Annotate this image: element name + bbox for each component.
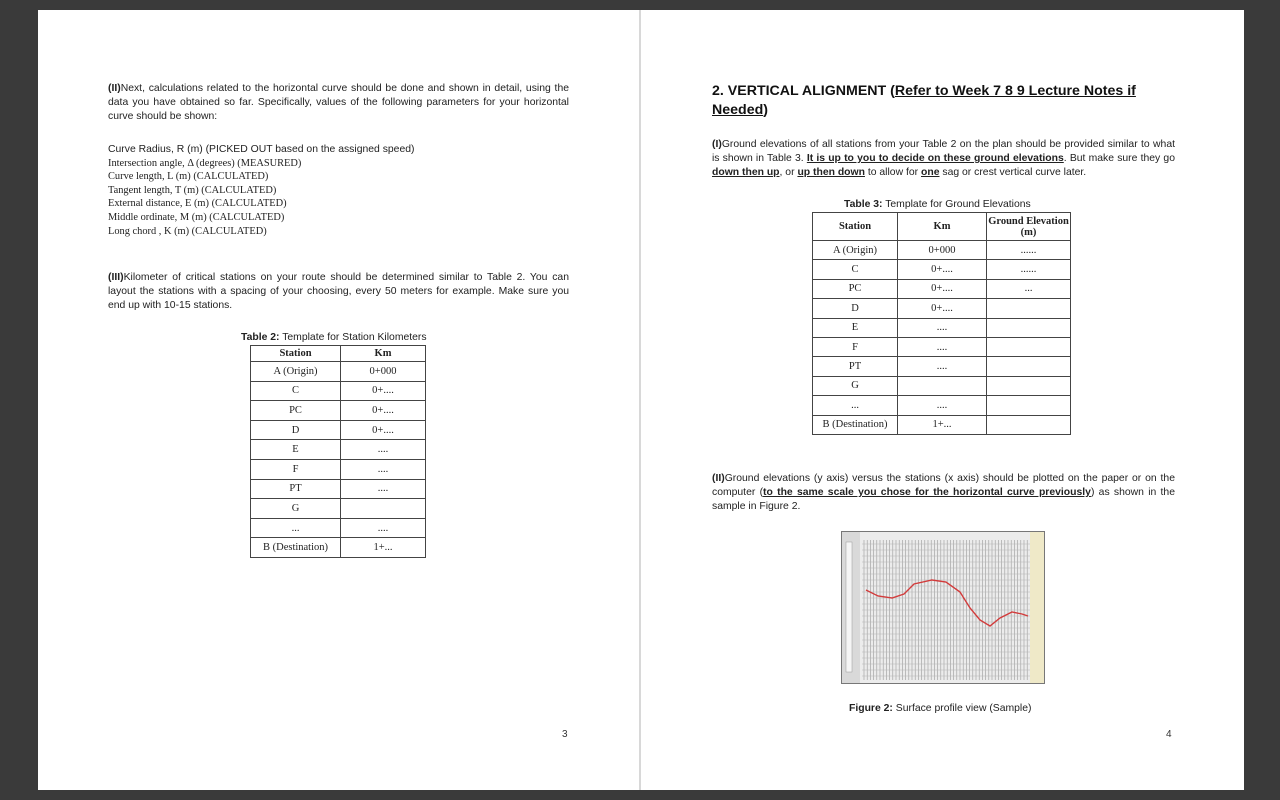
table3-ground-elevations <box>812 212 1071 435</box>
page-number: 4 <box>1166 729 1172 740</box>
station-cell: ... <box>813 396 898 415</box>
table-row <box>251 499 426 519</box>
elevation-cell <box>987 396 1071 415</box>
km-cell: .... <box>898 337 987 356</box>
elevation-cell: ... <box>987 279 1071 298</box>
station-cell: PT <box>251 479 341 499</box>
station-cell: B (Destination) <box>251 538 341 558</box>
section-heading <box>712 82 1176 120</box>
paragraph-text: . But make sure they go <box>1063 153 1175 164</box>
station-cell: B (Destination) <box>813 415 898 434</box>
table-row <box>813 318 1071 337</box>
table-row <box>251 538 426 558</box>
table3-caption <box>844 199 1031 210</box>
station-cell: E <box>813 318 898 337</box>
km-cell: .... <box>898 396 987 415</box>
table-header: Station <box>251 346 341 362</box>
profile-plot <box>842 532 1044 683</box>
table-row <box>251 440 426 460</box>
table2-station-kilometers <box>250 345 426 558</box>
km-cell: 0+000 <box>898 241 987 260</box>
paragraph-text: sag or crest vertical curve later. <box>939 167 1087 178</box>
table-row <box>251 479 426 499</box>
paragraph-text: Ground elevations (y axis) versus the stations (x axis) should be plotted on the paper or on the computer ( <box>712 473 1175 498</box>
caption-label: Table 2: <box>241 332 280 343</box>
km-cell: 0+.... <box>341 401 426 421</box>
emphasis-text: one <box>921 167 940 178</box>
km-cell: .... <box>341 479 426 499</box>
paragraph-prefix: (III) <box>108 272 124 283</box>
paragraph-text: , or <box>779 167 798 178</box>
paragraph-text: Next, calculations related to the horizontal curve should be done and shown in detail, using the data you have obtained so far. Specifically, values of the following parameters for your horizontal curve should be shown: <box>108 83 569 122</box>
paragraph-ii-horizontal <box>108 82 569 124</box>
caption-label: Figure 2: <box>849 703 893 714</box>
station-cell: D <box>251 420 341 440</box>
table-row <box>251 459 426 479</box>
param-curve-length: Curve length, L (m) (CALCULATED) <box>108 171 269 183</box>
km-cell: 0+.... <box>341 420 426 440</box>
station-cell: D <box>813 299 898 318</box>
emphasis-text: up then down <box>797 167 865 178</box>
paragraph-text: Kilometer of critical stations on your route should be determined similar to Table 2. You can layout the stations with a spacing of your choosing, every 50 meters for example. Make sure you end up with 10-15 stations. <box>108 272 569 311</box>
station-cell: C <box>813 260 898 279</box>
station-cell: ... <box>251 518 341 538</box>
page-3 <box>38 10 639 790</box>
elevation-cell <box>987 376 1071 395</box>
figure2-caption <box>849 703 1032 714</box>
table-row <box>813 396 1071 415</box>
station-cell: G <box>251 499 341 519</box>
paragraph-ii-plot <box>712 472 1175 514</box>
km-cell: 0+000 <box>341 362 426 382</box>
emphasis-text: It is up to you to decide on these ground elevations <box>806 153 1064 164</box>
elevation-cell <box>987 337 1071 356</box>
heading-prefix: 2. VERTICAL ALIGNMENT ( <box>712 83 895 99</box>
km-cell: 0+.... <box>898 299 987 318</box>
paragraph-prefix: (II) <box>712 473 725 484</box>
km-cell: 0+.... <box>898 260 987 279</box>
station-cell: E <box>251 440 341 460</box>
caption-text: Template for Ground Elevations <box>882 199 1031 210</box>
param-long-chord: Long chord , K (m) (CALCULATED) <box>108 225 267 237</box>
elevation-cell <box>987 318 1071 337</box>
table-row <box>251 518 426 538</box>
km-cell <box>341 499 426 519</box>
emphasis-text: to the same scale you chose for the horizontal curve previously <box>763 487 1091 498</box>
station-cell: C <box>251 381 341 401</box>
station-cell: A (Origin) <box>251 362 341 382</box>
km-cell: 1+... <box>898 415 987 434</box>
caption-label: Table 3: <box>844 199 883 210</box>
km-cell: .... <box>898 357 987 376</box>
elevation-cell <box>987 415 1071 434</box>
param-external-distance: External distance, E (m) (CALCULATED) <box>108 198 287 210</box>
table-row <box>813 376 1071 395</box>
station-cell: F <box>251 459 341 479</box>
elevation-cell: ...... <box>987 241 1071 260</box>
station-cell: F <box>813 337 898 356</box>
paragraph-text: to allow for <box>864 167 921 178</box>
table-row <box>813 279 1071 298</box>
paragraph-text: ) as shown in the sample in Figure 2. <box>712 487 1175 512</box>
param-intersection-angle: Intersection angle, Δ (degrees) (MEASURED) <box>108 157 302 169</box>
table-row <box>251 362 426 382</box>
station-cell: PC <box>813 279 898 298</box>
km-cell <box>898 376 987 395</box>
surface-profile-figure <box>841 531 1045 684</box>
table-header: Km <box>898 213 987 241</box>
elevation-cell: ...... <box>987 260 1071 279</box>
table-header: Km <box>341 346 426 362</box>
emphasis-text: down then up <box>712 167 780 178</box>
paragraph-iii-stations <box>108 271 569 313</box>
paragraph-prefix: (I) <box>712 139 722 150</box>
km-cell: .... <box>341 440 426 460</box>
km-cell: .... <box>341 518 426 538</box>
table-row <box>251 401 426 421</box>
param-tangent-length: Tangent length, T (m) (CALCULATED) <box>108 184 277 196</box>
parameter-list <box>108 143 414 238</box>
km-cell: 0+.... <box>898 279 987 298</box>
station-cell: PC <box>251 401 341 421</box>
param-middle-ordinate: Middle ordinate, M (m) (CALCULATED) <box>108 211 285 223</box>
table-row <box>813 357 1071 376</box>
table-header: Station <box>813 213 898 241</box>
station-cell: G <box>813 376 898 395</box>
station-cell: PT <box>813 357 898 376</box>
elevation-cell <box>987 357 1071 376</box>
km-cell: 1+... <box>341 538 426 558</box>
caption-text: Surface profile view (Sample) <box>892 703 1032 714</box>
param-radius: Curve Radius, R (m) (PICKED OUT based on the assigned speed) <box>108 144 415 155</box>
table-row <box>813 241 1071 260</box>
paragraph-prefix: (II) <box>108 83 121 94</box>
heading-reference: Refer to Week 7 8 9 Lecture Notes if Needed <box>712 83 1136 118</box>
table-row <box>813 337 1071 356</box>
caption-text: Template for Station Kilometers <box>279 332 427 343</box>
table-row <box>251 420 426 440</box>
km-cell: 0+.... <box>341 381 426 401</box>
elevation-cell <box>987 299 1071 318</box>
table-row <box>251 381 426 401</box>
km-cell: .... <box>898 318 987 337</box>
table2-caption <box>241 332 427 343</box>
km-cell: .... <box>341 459 426 479</box>
paragraph-i-elevations <box>712 138 1175 180</box>
page-4 <box>641 10 1244 790</box>
table-row <box>813 260 1071 279</box>
table-row <box>813 415 1071 434</box>
table-row <box>813 299 1071 318</box>
page-number: 3 <box>562 729 568 740</box>
station-cell: A (Origin) <box>813 241 898 260</box>
paragraph-text: Ground elevations of all stations from your Table 2 on the plan should be provided similar to what is shown in Table 3. <box>712 139 1175 164</box>
table-header: Ground Elevation (m) <box>987 213 1071 241</box>
heading-suffix: ) <box>763 102 768 118</box>
